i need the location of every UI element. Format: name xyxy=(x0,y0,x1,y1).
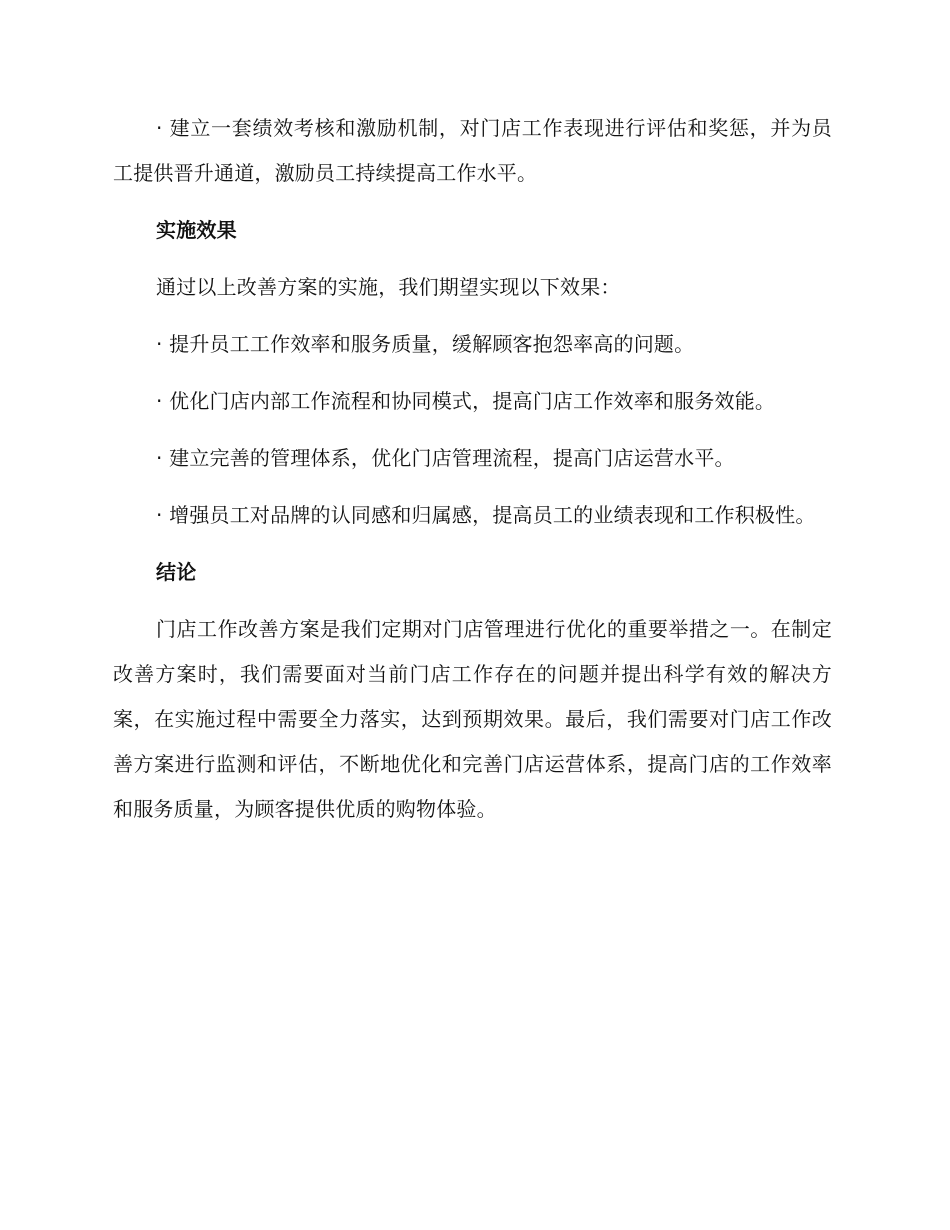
bullet-effect-4: · 增强员工对品牌的认同感和归属感，提高员工的业绩表现和工作积极性。 xyxy=(156,503,816,527)
effects-intro: 通过以上改善方案的实施，我们期望实现以下效果： xyxy=(156,275,621,299)
bullet-effect-1: · 提升员工工作效率和服务质量，缓解顾客抱怨率高的问题。 xyxy=(156,332,695,356)
bullet-effect-3: · 建立完善的管理体系，优化门店管理流程，提高门店运营水平。 xyxy=(156,446,735,470)
bullet-effect-2: · 优化门店内部工作流程和协同模式，提高门店工作效率和服务效能。 xyxy=(156,389,776,413)
conclusion-paragraph: 门店工作改善方案是我们定期对门店管理进行优化的重要举措之一。在制定改善方案时，我们需要面对当前门店工作存在的问题并提出科学有效的解决方案，在实施过程中需要全力落实，达到预期效果。最后，我们需要对门店工作改善方案进行监测和评估，不断地优化和完善门店运营体系，提高门店的工作效率和服务质量，为顾客提供优质的购物体验。 xyxy=(113,617,832,821)
section-heading-conclusion: 结论 xyxy=(156,560,197,584)
document-page xyxy=(113,106,832,832)
bullet-performance-mechanism: · 建立一套绩效考核和激励机制，对门店工作表现进行评估和奖惩，并为员工提供晋升通道，激励员工持续提高工作水平。 xyxy=(113,116,832,185)
section-heading-effects: 实施效果 xyxy=(156,218,237,242)
